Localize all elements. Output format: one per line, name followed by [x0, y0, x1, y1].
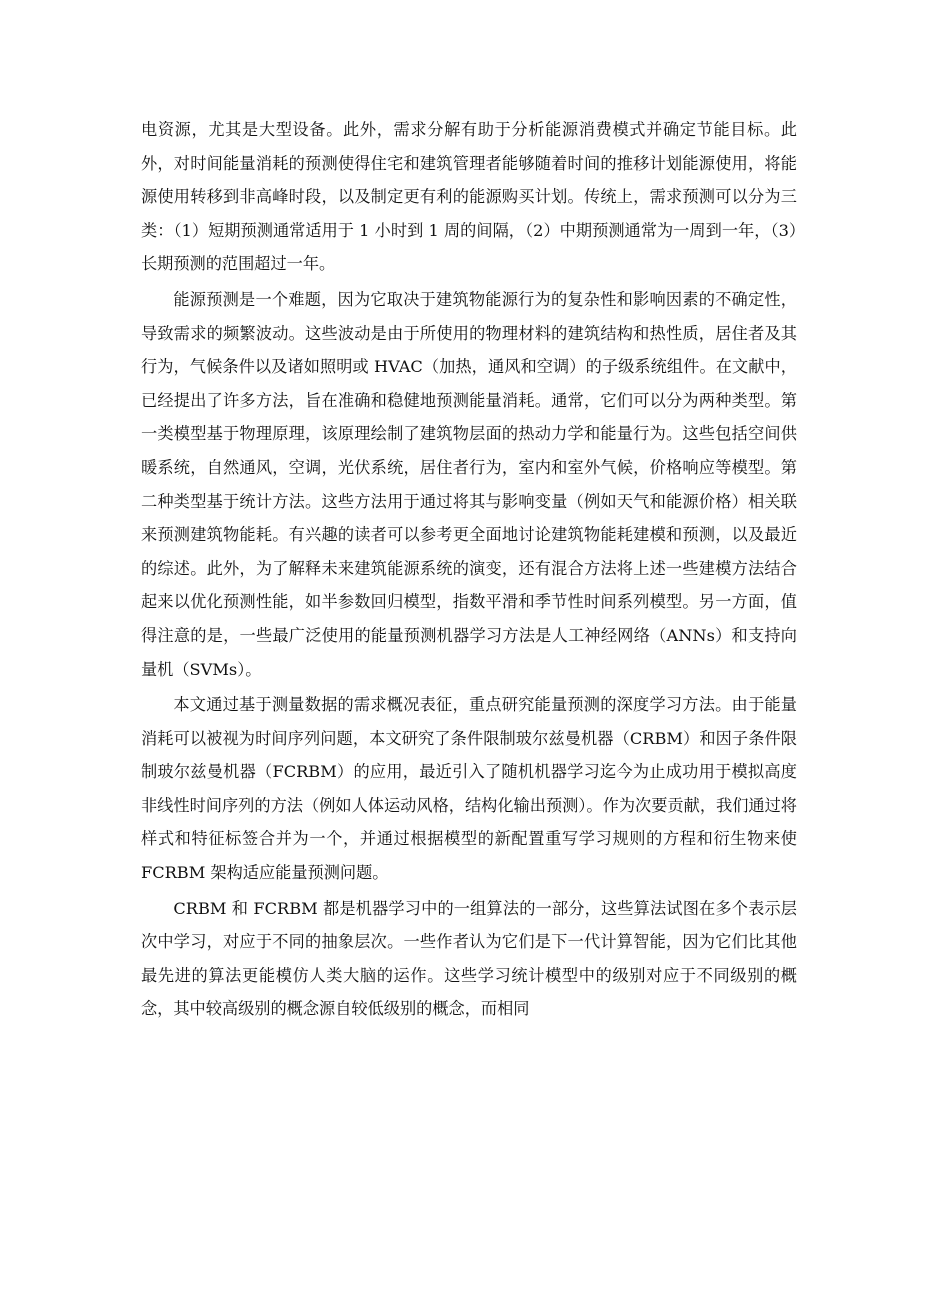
paragraph-energy-forecasting: 能源预测是一个难题，因为它取决于建筑物能源行为的复杂性和影响因素的不确定性，导致需求的频繁波动。这些波动是由于所使用的物理材料的建筑结构和热性质，居住者及其行为，气候条件以及诸如照明或 HVAC（加热，通风和空调）的子级系统组件。在文献中，已经提出了许多方法，旨在准确和稳健地预测能量消耗。通常，它们可以分为两种类型。第一类模型基于物理原理，该原理绘制了建筑物层面的热动力学和能量行为。这些包括空间供暖系统，自然通风，空调，光伏系统，居住者行为，室内和室外气候，价格响应等模型。第二种类型基于统计方法。这些方法用于通过将其与影响变量（例如天气和能源价格）相关联来预测建筑物能耗。有兴趣的读者可以参考更全面地讨论建筑物能耗建模和预测，以及最近的综述。此外，为了解释未来建筑能源系统的演变，还有混合方法将上述一些建模方法结合起来以优化预测性能，如半参数回归模型，指数平滑和季节性时间系列模型。另一方面，值得注意的是，一些最广泛使用的能量预测机器学习方法是人工神经网络（ANNs）和支持向量机（SVMs）。: [141, 289, 797, 679]
paragraph-crbm-fcrbm: CRBM 和 FCRBM 都是机器学习中的一组算法的一部分，这些算法试图在多个表示层次中学习，对应于不同的抽象层次。一些作者认为它们是下一代计算智能，因为它们比其他最先进的算法更能模仿人类大脑的运作。这些学习统计模型中的级别对应于不同级别的概念，其中较高级别的概念源自较低级别的概念，而相同: [141, 898, 797, 1019]
paragraph-deep-learning-approach: 本文通过基于测量数据的需求概况表征，重点研究能量预测的深度学习方法。由于能量消耗可以被视为时间序列问题，本文研究了条件限制玻尔兹曼机器（CRBM）和因子条件限制玻尔兹曼机器（FCRBM）的应用，最近引入了随机机器学习迄今为止成功用于模拟高度非线性时间序列的方法（例如人体运动风格，结构化输出预测）。作为次要贡献，我们通过将样式和特征标签合并为一个，并通过根据模型的新配置重写学习规则的方程和衍生物来使 FCRBM 架构适应能量预测问题。: [141, 695, 797, 883]
paragraph-continued: 电资源，尤其是大型设备。此外，需求分解有助于分析能源消费模式并确定节能目标。此外，对时间能量消耗的预测使得住宅和建筑管理者能够随着时间的推移计划能源使用，将能源使用转移到非高峰时段，以及制定更有利的能源购买计划。传统上，需求预测可以分为三类：（1）短期预测通常适用于 1 小时到 1 周的间隔，（2）中期预测通常为一周到一年，（3）长期预测的范围超过一年。: [141, 120, 797, 274]
document-body: [141, 113, 797, 1026]
